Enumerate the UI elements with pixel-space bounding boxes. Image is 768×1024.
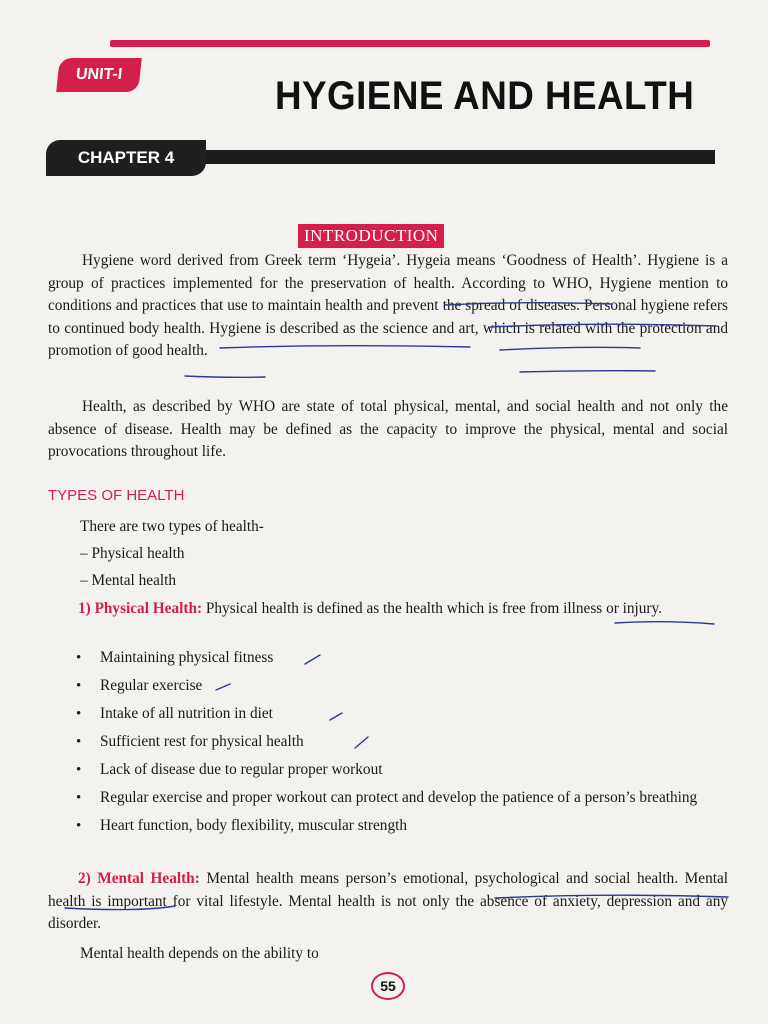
- types-list-item: – Mental health: [80, 572, 177, 589]
- introduction-heading: INTRODUCTION: [298, 224, 444, 248]
- list-item: • Sufficient rest for physical health: [76, 731, 728, 753]
- list-item: • Lack of disease due to regular proper workout: [76, 759, 728, 781]
- mental-health-ability: Mental health depends on the ability to: [80, 945, 319, 962]
- list-item: • Regular exercise and proper workout can protect and develop the patience of a person’s breathing: [76, 787, 728, 809]
- list-item: • Maintaining physical fitness: [76, 647, 728, 669]
- intro-paragraph-1: Hygiene word derived from Greek term ‘Hygeia’. Hygeia means ‘Goodness of Health’. Hygiene is a group of practices implemented for the preservation of health. According to WHO, Hygiene mention to conditions and practices that use to maintain health and prevent the spread of diseases. Personal hygiene refers to continued body health. Hygiene is described as the science and art, which is related with the protection and promotion of good health.: [48, 252, 728, 359]
- physical-health-paragraph: [48, 598, 728, 621]
- types-intro: There are two types of health-: [80, 518, 264, 535]
- chapter-rule: [200, 150, 715, 164]
- pen-underline: [615, 622, 714, 624]
- header-accent-bar: [110, 40, 710, 47]
- list-item: • Intake of all nutrition in diet: [76, 703, 728, 725]
- list-item: • Regular exercise: [76, 675, 728, 697]
- pen-underline: [520, 371, 655, 372]
- unit-badge: UNIT-I: [56, 58, 142, 92]
- chapter-badge: CHAPTER 4: [46, 140, 206, 176]
- physical-health-label: 1) Physical Health:: [78, 600, 203, 617]
- physical-health-text: Physical health is defined as the health which is free from illness or injury.: [202, 600, 663, 617]
- mental-health-label: 2) Mental Health:: [78, 870, 200, 887]
- types-of-health-heading: TYPES OF HEALTH: [48, 487, 185, 504]
- physical-health-bullets: [76, 647, 728, 843]
- intro-paragraph-2: Health, as described by WHO are state of total physical, mental, and social health and not only the absence of disease. Health may be defined as the capacity to improve the physical, mental and social provocations throughout life.: [48, 398, 728, 460]
- pen-underline: [185, 376, 265, 377]
- types-list-item: – Physical health: [80, 545, 185, 562]
- list-item: • Heart function, body flexibility, muscular strength: [76, 815, 728, 837]
- mental-health-text: Mental health means person’s emotional, psychological and social health. Mental health is important for vital lifestyle. Mental health is not only the absence of anxiety, depression and any disorder.: [48, 870, 729, 932]
- page-number: 55: [371, 972, 405, 1000]
- page-title: HYGIENE AND HEALTH: [275, 74, 695, 118]
- mental-health-paragraph: [48, 868, 728, 936]
